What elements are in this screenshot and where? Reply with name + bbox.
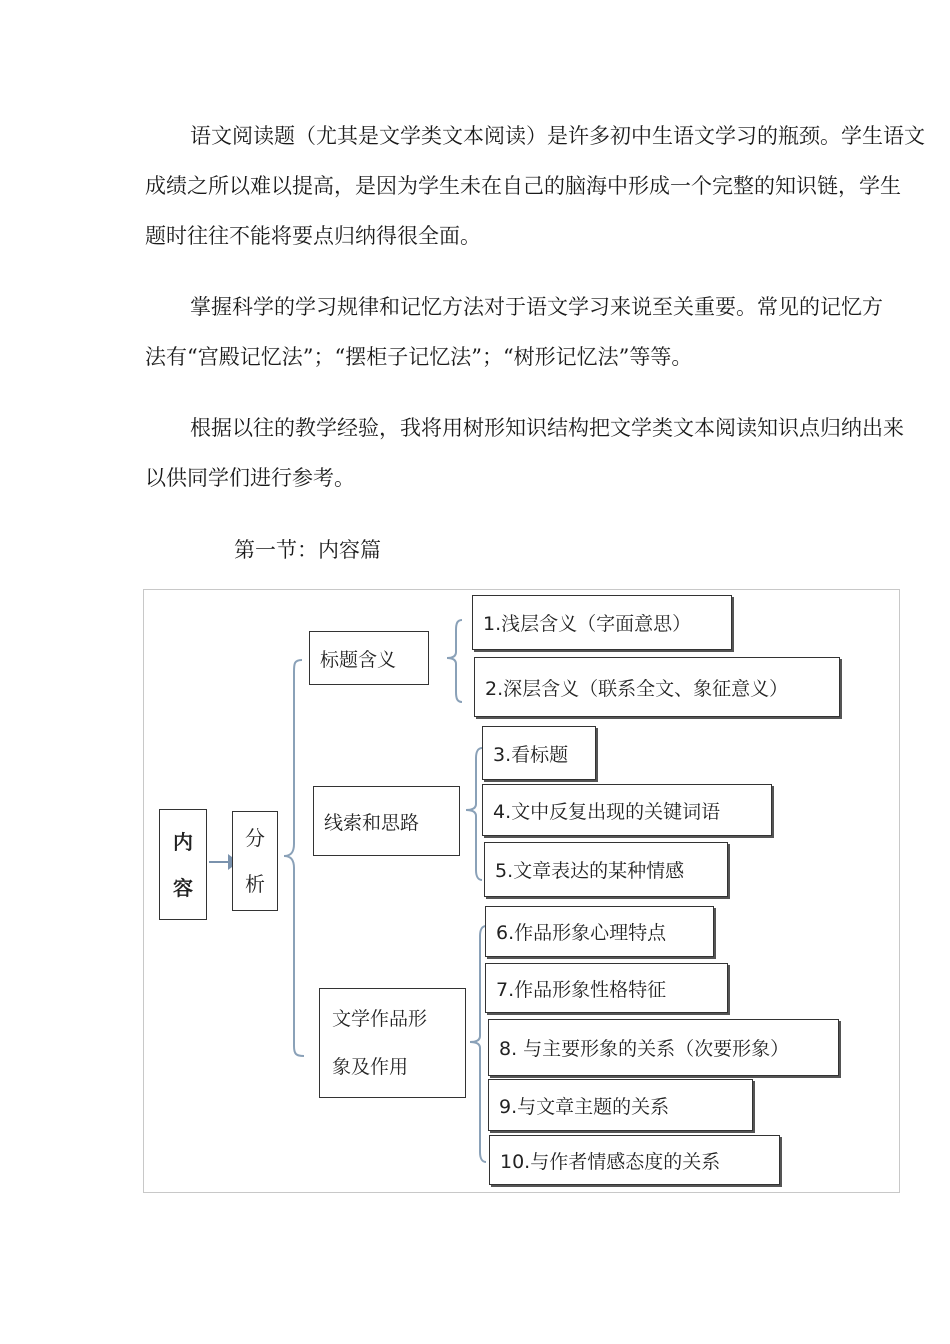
root-node-content [159,809,207,920]
analysis-node-char-1: 分 [245,826,265,850]
paragraph-2-line-2: 法有“宫殿记忆法”；“摆柜子记忆法”；“树形记忆法”等等。 [145,345,693,369]
main-brace [284,660,304,1056]
title-brace [447,620,462,702]
root-node-char-2: 容 [173,875,193,900]
item-9: 9.与文章主题的关系 [488,1079,753,1131]
analysis-node-char-2: 析 [245,872,265,896]
category-clues: 线索和思路 [313,786,460,856]
image-brace [470,926,486,1162]
item-1: 1.浅层含义（字面意思） [472,595,732,650]
paragraph-3-line-1: 根据以往的教学经验，我将用树形知识结构把文学类文本阅读知识点归纳出来 [190,416,904,440]
clue-brace [466,748,482,880]
item-6: 6.作品形象心理特点 [485,906,714,957]
paragraph-2-line-1: 掌握科学的学习规律和记忆方法对于语文学习来说至关重要。常见的记忆方 [190,295,883,319]
item-3: 3.看标题 [482,726,596,780]
root-node-char-1: 内 [173,829,193,854]
section-heading: 第一节：内容篇 [234,538,381,562]
category-title-meaning: 标题含义 [309,631,429,685]
paragraph-1-line-1: 语文阅读题（尤其是文学类文本阅读）是许多初中生语文学习的瓶颈。学生语文 [190,124,925,148]
item-7: 7.作品形象性格特征 [485,963,728,1013]
item-2: 2.深层含义（联系全文、象征意义） [474,657,840,717]
category-image [319,988,466,1098]
category-image-line-1: 文学作品形 [332,1008,428,1030]
item-10: 10.与作者情感态度的关系 [489,1135,780,1185]
category-image-line-2: 象及作用 [332,1056,409,1078]
item-4: 4.文中反复出现的关键词语 [482,784,772,836]
paragraph-1-line-2: 成绩之所以难以提高，是因为学生未在自己的脑海中形成一个完整的知识链，学生 [145,174,901,198]
item-5: 5.文章表达的某种情感 [484,842,728,897]
paragraph-3-line-2: 以供同学们进行参考。 [145,466,355,490]
paragraph-1-line-3: 题时往往不能将要点归纳得很全面。 [145,224,481,248]
knowledge-tree-diagram [143,589,900,1193]
item-8: 8. 与主要形象的关系（次要形象） [488,1019,839,1076]
analysis-node [232,811,278,911]
